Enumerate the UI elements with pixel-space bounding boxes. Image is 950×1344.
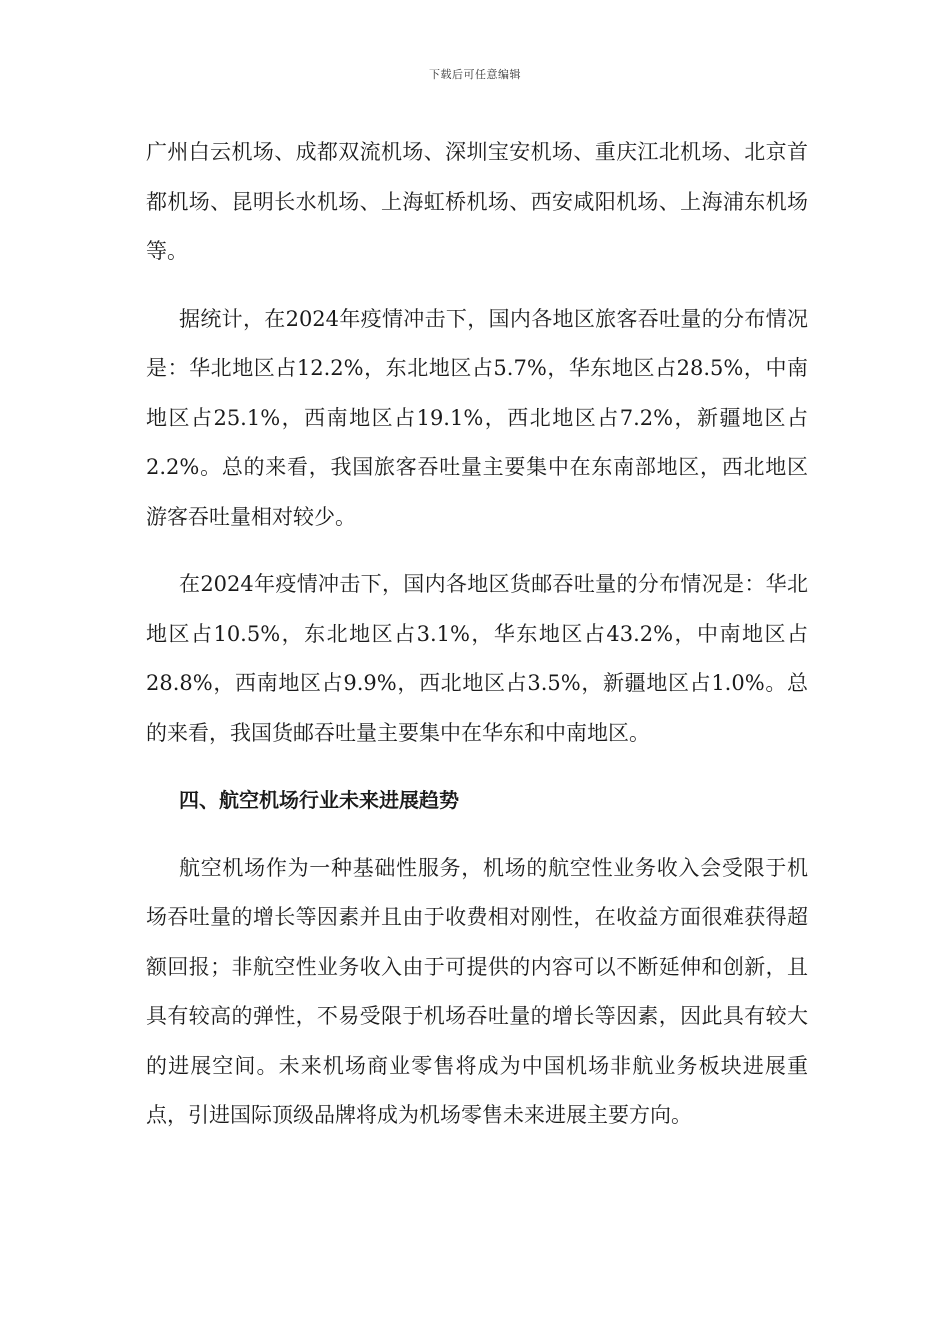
paragraph-future-trends: 航空机场作为一种基础性服务，机场的航空性业务收入会受限于机场吞吐量的增长等因素并且由于收费相对刚性，在收益方面很难获得超额回报；非航空性业务收入由于可提供的内容可以不断延伸和创新，且具有较高的弹性，不易受限于机场吞吐量的增长等因素，因此具有较大的进展空间。未来机场商业零售将成为中国机场非航业务板块进展重点，引进国际顶级品牌将成为机场零售未来进展主要方向。 [146,855,808,1127]
paragraph-airport-list: 广州白云机场、成都双流机场、深圳宝安机场、重庆江北机场、北京首都机场、昆明长水机场、上海虹桥机场、西安咸阳机场、上海浦东机场等。 [146,140,808,263]
paragraph-cargo-distribution: 在2024年疫情冲击下，国内各地区货邮吞吐量的分布情况是：华北地区占10.5%，东北地区占3.1%，华东地区占43.2%，中南地区占28.8%，西南地区占9.9%，西北地区占3.5%，新疆地区占1.0%。总的来看，我国货邮吞吐量主要集中在华东和中南地区。 [146,572,808,745]
page-header: 下载后可任意编辑 [429,68,521,81]
paragraph-passenger-distribution: 据统计，在2024年疫情冲击下，国内各地区旅客吞吐量的分布情况是：华北地区占12.2%，东北地区占5.7%，华东地区占28.5%，中南地区占25.1%，西南地区占19.1%，西北地区占7.2%，新疆地区占2.2%。总的来看，我国旅客吞吐量主要集中在东南部地区，西北地区游客吞吐量相对较少。 [146,306,808,529]
document-body [146,128,808,1159]
section-heading: 四、航空机场行业未来进展趋势 [179,788,459,812]
